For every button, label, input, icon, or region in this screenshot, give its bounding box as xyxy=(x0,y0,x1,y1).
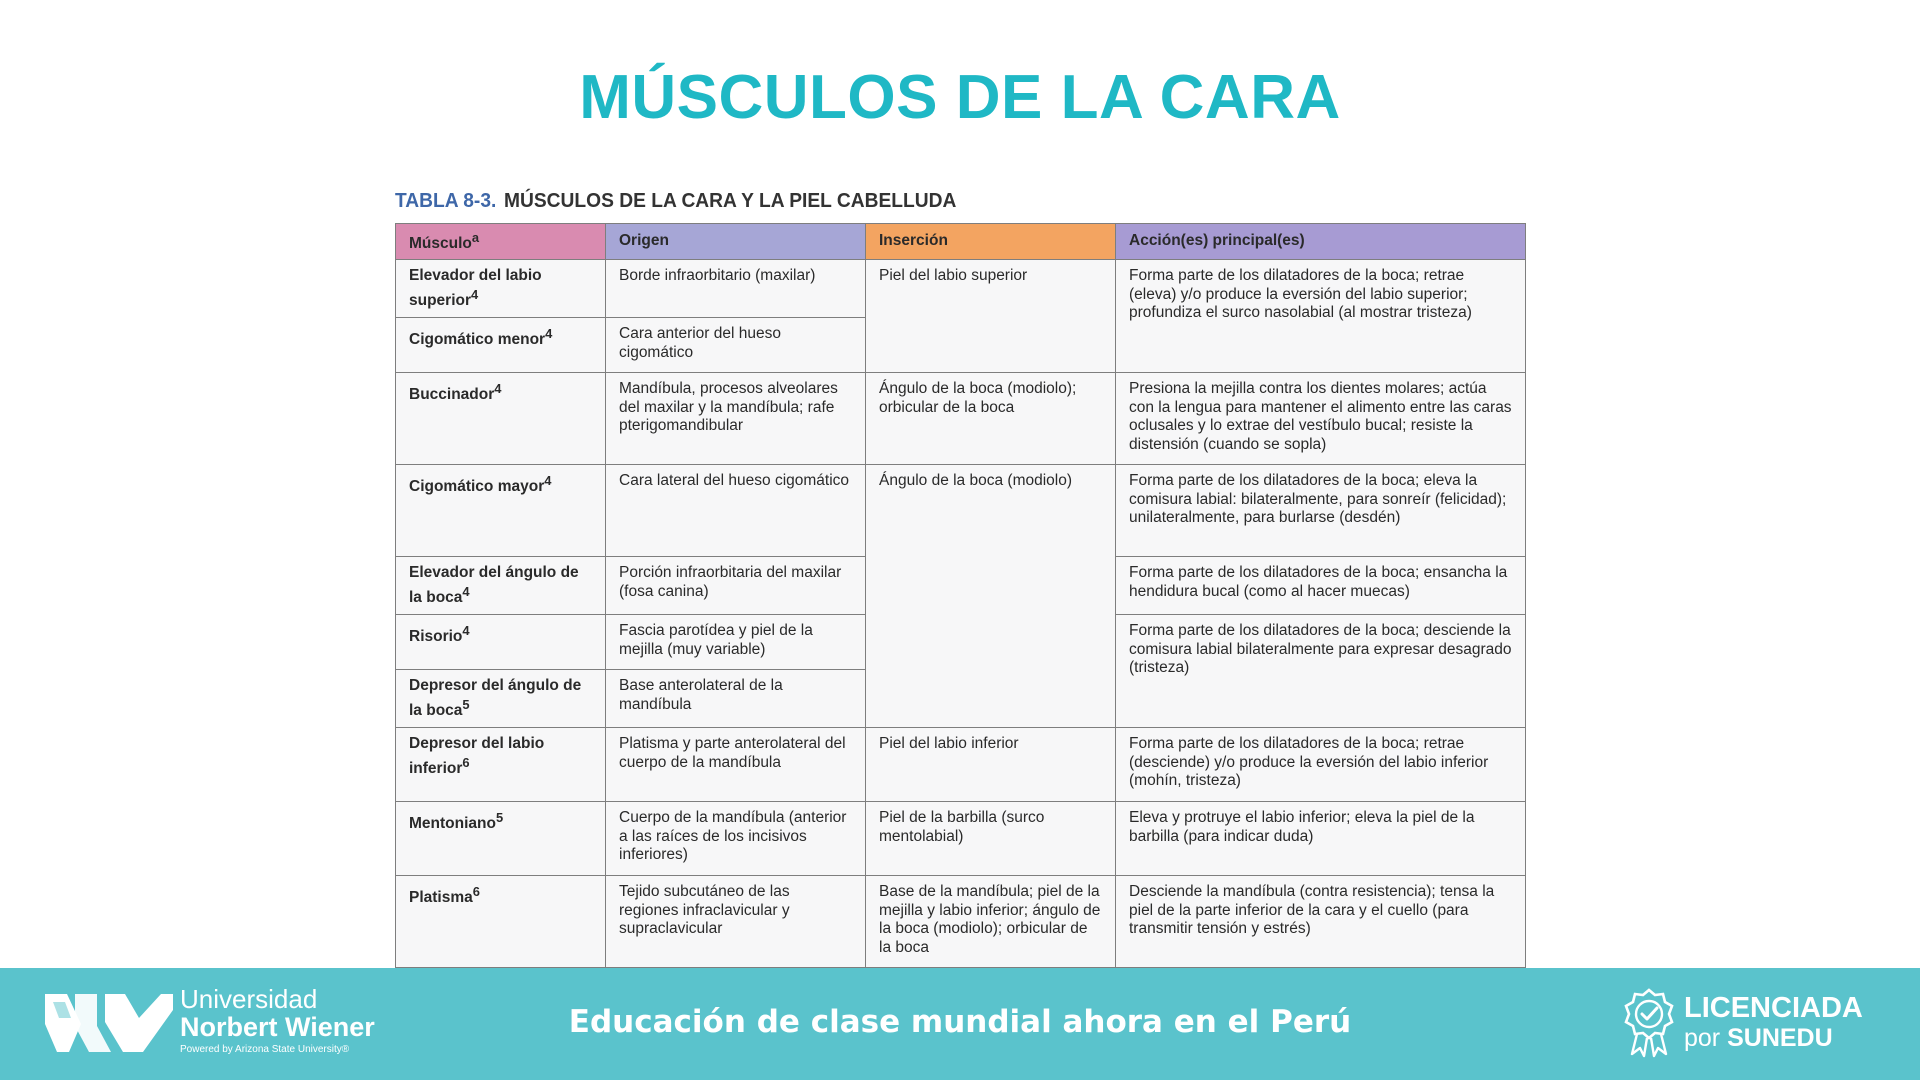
license-line1: LICENCIADA xyxy=(1684,992,1863,1024)
table-row xyxy=(396,260,1526,318)
muscle-name: Elevador del labio superior xyxy=(409,267,542,309)
muscle-name: Cigomático menor xyxy=(409,331,546,349)
table-caption-text: MÚSCULOS DE LA CARA Y LA PIEL CABELLUDA xyxy=(504,190,957,212)
cell-musculo xyxy=(396,318,606,373)
muscle-name: Platisma xyxy=(409,889,473,907)
cell-insercion: Piel de la barbilla (surco mentolabial) xyxy=(866,802,1116,876)
footnote-mark: 5 xyxy=(495,810,504,826)
muscle-name: Depresor del labio inferior xyxy=(409,735,545,778)
muscle-name: Buccinador xyxy=(409,386,495,404)
table-row xyxy=(396,728,1526,802)
cell-accion: Forma parte de los dilatadores de la boca; ensancha la hendidura bucal (como al hacer muecas) xyxy=(1116,557,1526,615)
header-musculo-label: Músculo xyxy=(409,235,472,253)
muscle-name: Depresor del ángulo de la boca xyxy=(409,677,582,719)
header-insercion: Inserción xyxy=(866,224,1116,260)
license-por: por xyxy=(1684,1024,1721,1052)
university-line2: Norbert Wiener xyxy=(180,1012,375,1042)
cell-musculo xyxy=(396,615,606,670)
table-row xyxy=(396,876,1526,968)
muscle-name: Mentoniano xyxy=(409,815,496,833)
cell-accion: Forma parte de los dilatadores de la boca; retrae (eleva) y/o produce la eversión del labio superior; profundiza el surco nasolabial (al mostrar tristeza) xyxy=(1116,260,1526,373)
cell-accion: Forma parte de los dilatadores de la boca; eleva la comisura labial: bilateralmente, para sonreír (felicidad); unilateralmente, para burlarse (desdén) xyxy=(1116,465,1526,557)
footnote-mark: 6 xyxy=(462,754,470,770)
cell-musculo xyxy=(396,876,606,968)
cell-musculo xyxy=(396,728,606,802)
cell-origen: Borde infraorbitario (maxilar) xyxy=(606,260,866,318)
university-line1: Universidad xyxy=(180,984,318,1014)
cell-origen: Tejido subcutáneo de las regiones infraclavicular y supraclavicular xyxy=(606,876,866,968)
cell-insercion: Piel del labio superior xyxy=(866,260,1116,373)
footnote-mark: 4 xyxy=(462,583,470,599)
cell-origen: Porción infraorbitaria del maxilar (fosa canina) xyxy=(606,557,866,615)
footer-band xyxy=(0,968,1920,1080)
footnote-mark: 4 xyxy=(544,473,552,489)
cell-musculo xyxy=(396,670,606,728)
license-text xyxy=(1684,994,1863,1051)
footnote-mark: 4 xyxy=(494,381,502,397)
table-caption xyxy=(395,190,956,213)
cell-origen: Platisma y parte anterolateral del cuerpo de la mandíbula xyxy=(606,728,866,802)
cell-accion: Presiona la mejilla contra los dientes molares; actúa con la lengua para mantener el alimento entre las caras oclusales y lo extrae del vestíbulo bucal; resiste la distensión (cuando se sopla) xyxy=(1116,373,1526,465)
cell-origen: Cuerpo de la mandíbula (anterior a las raíces de los incisivos inferiores) xyxy=(606,802,866,876)
footnote-mark: 4 xyxy=(471,286,479,302)
header-origen: Origen xyxy=(606,224,866,260)
cell-musculo xyxy=(396,260,606,318)
table-caption-number: TABLA 8-3. xyxy=(395,190,497,212)
muscle-name: Risorio xyxy=(409,628,463,646)
cell-accion: Forma parte de los dilatadores de la boca; desciende la comisura labial bilateralmente para expresar desagrado (tristeza) xyxy=(1116,615,1526,728)
footnote-mark: 5 xyxy=(462,696,470,712)
footnote-mark: 6 xyxy=(472,884,480,900)
cell-accion: Eleva y protruye el labio inferior; eleva la piel de la barbilla (para indicar duda) xyxy=(1116,802,1526,876)
table-row xyxy=(396,465,1526,557)
cell-insercion: Ángulo de la boca (modiolo); orbicular de la boca xyxy=(866,373,1116,465)
footnote-mark: 4 xyxy=(545,326,553,342)
footer-tagline: Educación de clase mundial ahora en el Perú xyxy=(568,1004,1352,1040)
header-musculo xyxy=(396,224,606,260)
license-sunedu: SUNEDU xyxy=(1727,1024,1833,1052)
cell-musculo xyxy=(396,557,606,615)
cell-insercion: Ángulo de la boca (modiolo) xyxy=(866,465,1116,728)
header-musculo-footnote: a xyxy=(471,230,480,246)
cell-musculo xyxy=(396,802,606,876)
table-header-row xyxy=(396,224,1526,260)
cell-musculo xyxy=(396,465,606,557)
cell-origen: Cara lateral del hueso cigomático xyxy=(606,465,866,557)
cell-origen: Base anterolateral de la mandíbula xyxy=(606,670,866,728)
cell-insercion: Base de la mandíbula; piel de la mejilla y labio inferior; ángulo de la boca (modiolo); orbicular de la boca xyxy=(866,876,1116,968)
muscle-name: Elevador del ángulo de la boca xyxy=(409,564,579,606)
muscle-name: Cigomático mayor xyxy=(409,478,545,496)
license-line2 xyxy=(1684,1026,1863,1051)
cell-origen: Fascia parotídea y piel de la mejilla (muy variable) xyxy=(606,615,866,670)
cell-origen: Mandíbula, procesos alveolares del maxilar y la mandíbula; rafe pterigomandibular xyxy=(606,373,866,465)
header-accion: Acción(es) principal(es) xyxy=(1116,224,1526,260)
license-badge-icon xyxy=(1622,988,1676,1058)
footnote-mark: 4 xyxy=(462,623,470,639)
cell-insercion: Piel del labio inferior xyxy=(866,728,1116,802)
slide-title: MÚSCULOS DE LA CARA xyxy=(579,63,1341,132)
table-row xyxy=(396,373,1526,465)
muscles-table xyxy=(395,223,1526,968)
powered-by: Powered by Arizona State University® xyxy=(180,1044,350,1055)
cell-origen: Cara anterior del hueso cigomático xyxy=(606,318,866,373)
cell-musculo xyxy=(396,373,606,465)
cell-accion: Desciende la mandíbula (contra resistencia); tensa la piel de la parte inferior de la cara y el cuello (para transmitir tensión y estrés) xyxy=(1116,876,1526,968)
table-row xyxy=(396,802,1526,876)
cell-accion: Forma parte de los dilatadores de la boca; retrae (desciende) y/o produce la eversión del labio inferior (mohín, tristeza) xyxy=(1116,728,1526,802)
